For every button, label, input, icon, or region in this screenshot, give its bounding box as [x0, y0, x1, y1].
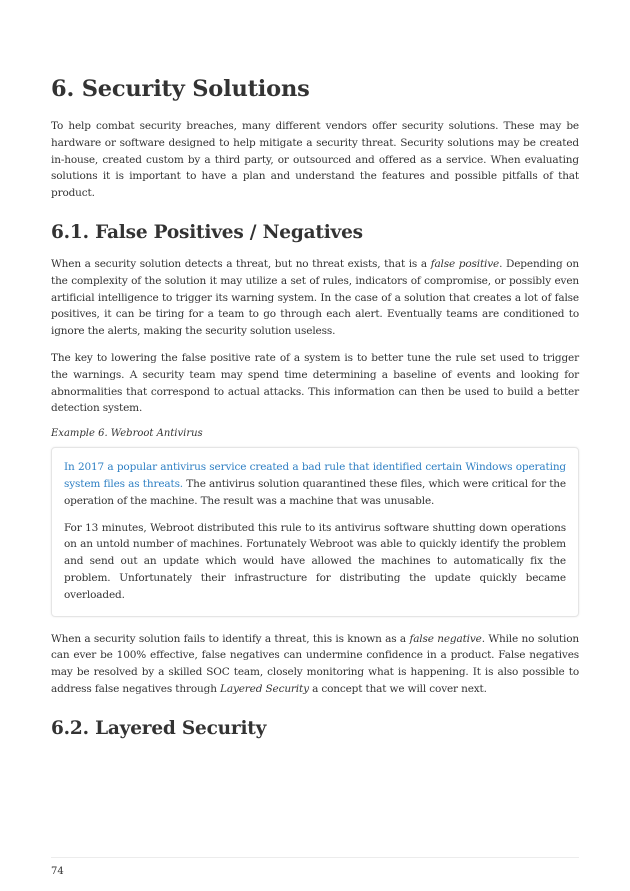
page-content [51, 74, 579, 752]
term-layered-security: Layered Security [220, 682, 309, 695]
term-false-positive: false positive [430, 257, 500, 270]
example-caption: Example 6. Webroot Antivirus [51, 428, 203, 440]
tuning-paragraph: The key to lowering the false positive rate of a system is to better tune the rule set used to trigger the warnings. A security team may spend time determining a baseline of events and looking for abnormalities that correspond to actual attacks. This information can then be used to build a better detection system. [51, 351, 579, 415]
false-negative-paragraph [51, 631, 579, 698]
text-run: a concept that we will cover next. [308, 682, 487, 695]
text-run: When a security solution detects a threat, but no threat exists, that is a [51, 257, 431, 270]
false-positive-paragraph [51, 256, 579, 340]
example-box [51, 447, 579, 616]
example-paragraph-1 [64, 459, 566, 509]
footer-divider [51, 857, 579, 858]
example-link[interactable]: In 2017 a popular antivirus service created a bad rule that identified certain Windows operating system files as threats. [64, 461, 566, 490]
text-run: . Depending on the complexity of the solution it may utilize a set of rules, indicators of compromise, or possibly even artificial intelligence to trigger its warning system. In the case of a solution that creates a lot of false positives, it can be tiring for a team to go through each alert. Eventually teams are conditioned to ignore the alerts, making the security solution useless. [51, 257, 580, 338]
text-run: The antivirus solution quarantined these files, which were critical for the operation of the machine. The result was a machine that was unusable. [64, 477, 566, 507]
subsection-title-false-positives: 6.1. False Positives / Negatives [51, 221, 363, 243]
text-run: When a security solution fails to identify a threat, this is known as a [51, 632, 410, 645]
example-paragraph-2: For 13 minutes, Webroot distributed this rule to its antivirus software shutting down operations on an untold number of machines. Fortunately Webroot was able to quickly identify the problem and send out an update which would have allowed the machines to automatically fix the problem. Unfortunately their infrastructure for distributing the update quickly became overloaded. [64, 521, 566, 601]
section-title: 6. Security Solutions [51, 76, 310, 102]
term-false-negative: false negative [409, 632, 482, 645]
section-intro: To help combat security breaches, many different vendors offer security solutions. These may be hardware or software designed to help mitigate a security threat. Security solutions may be created in-house, created custom by a third party, or outsourced and offered as a service. When evaluating solutions it is important to have a plan and understand the features and possible pitfalls of that product. [51, 120, 579, 200]
subsection-title-layered-security: 6.2. Layered Security [51, 717, 267, 739]
page-number: 74 [51, 866, 64, 877]
text-run: . While no solution can ever be 100% effective, false negatives can undermine confidence in a product. False negatives may be resolved by a skilled SOC team, closely monitoring what is happening. It is also possible to address false negatives through [51, 632, 579, 695]
